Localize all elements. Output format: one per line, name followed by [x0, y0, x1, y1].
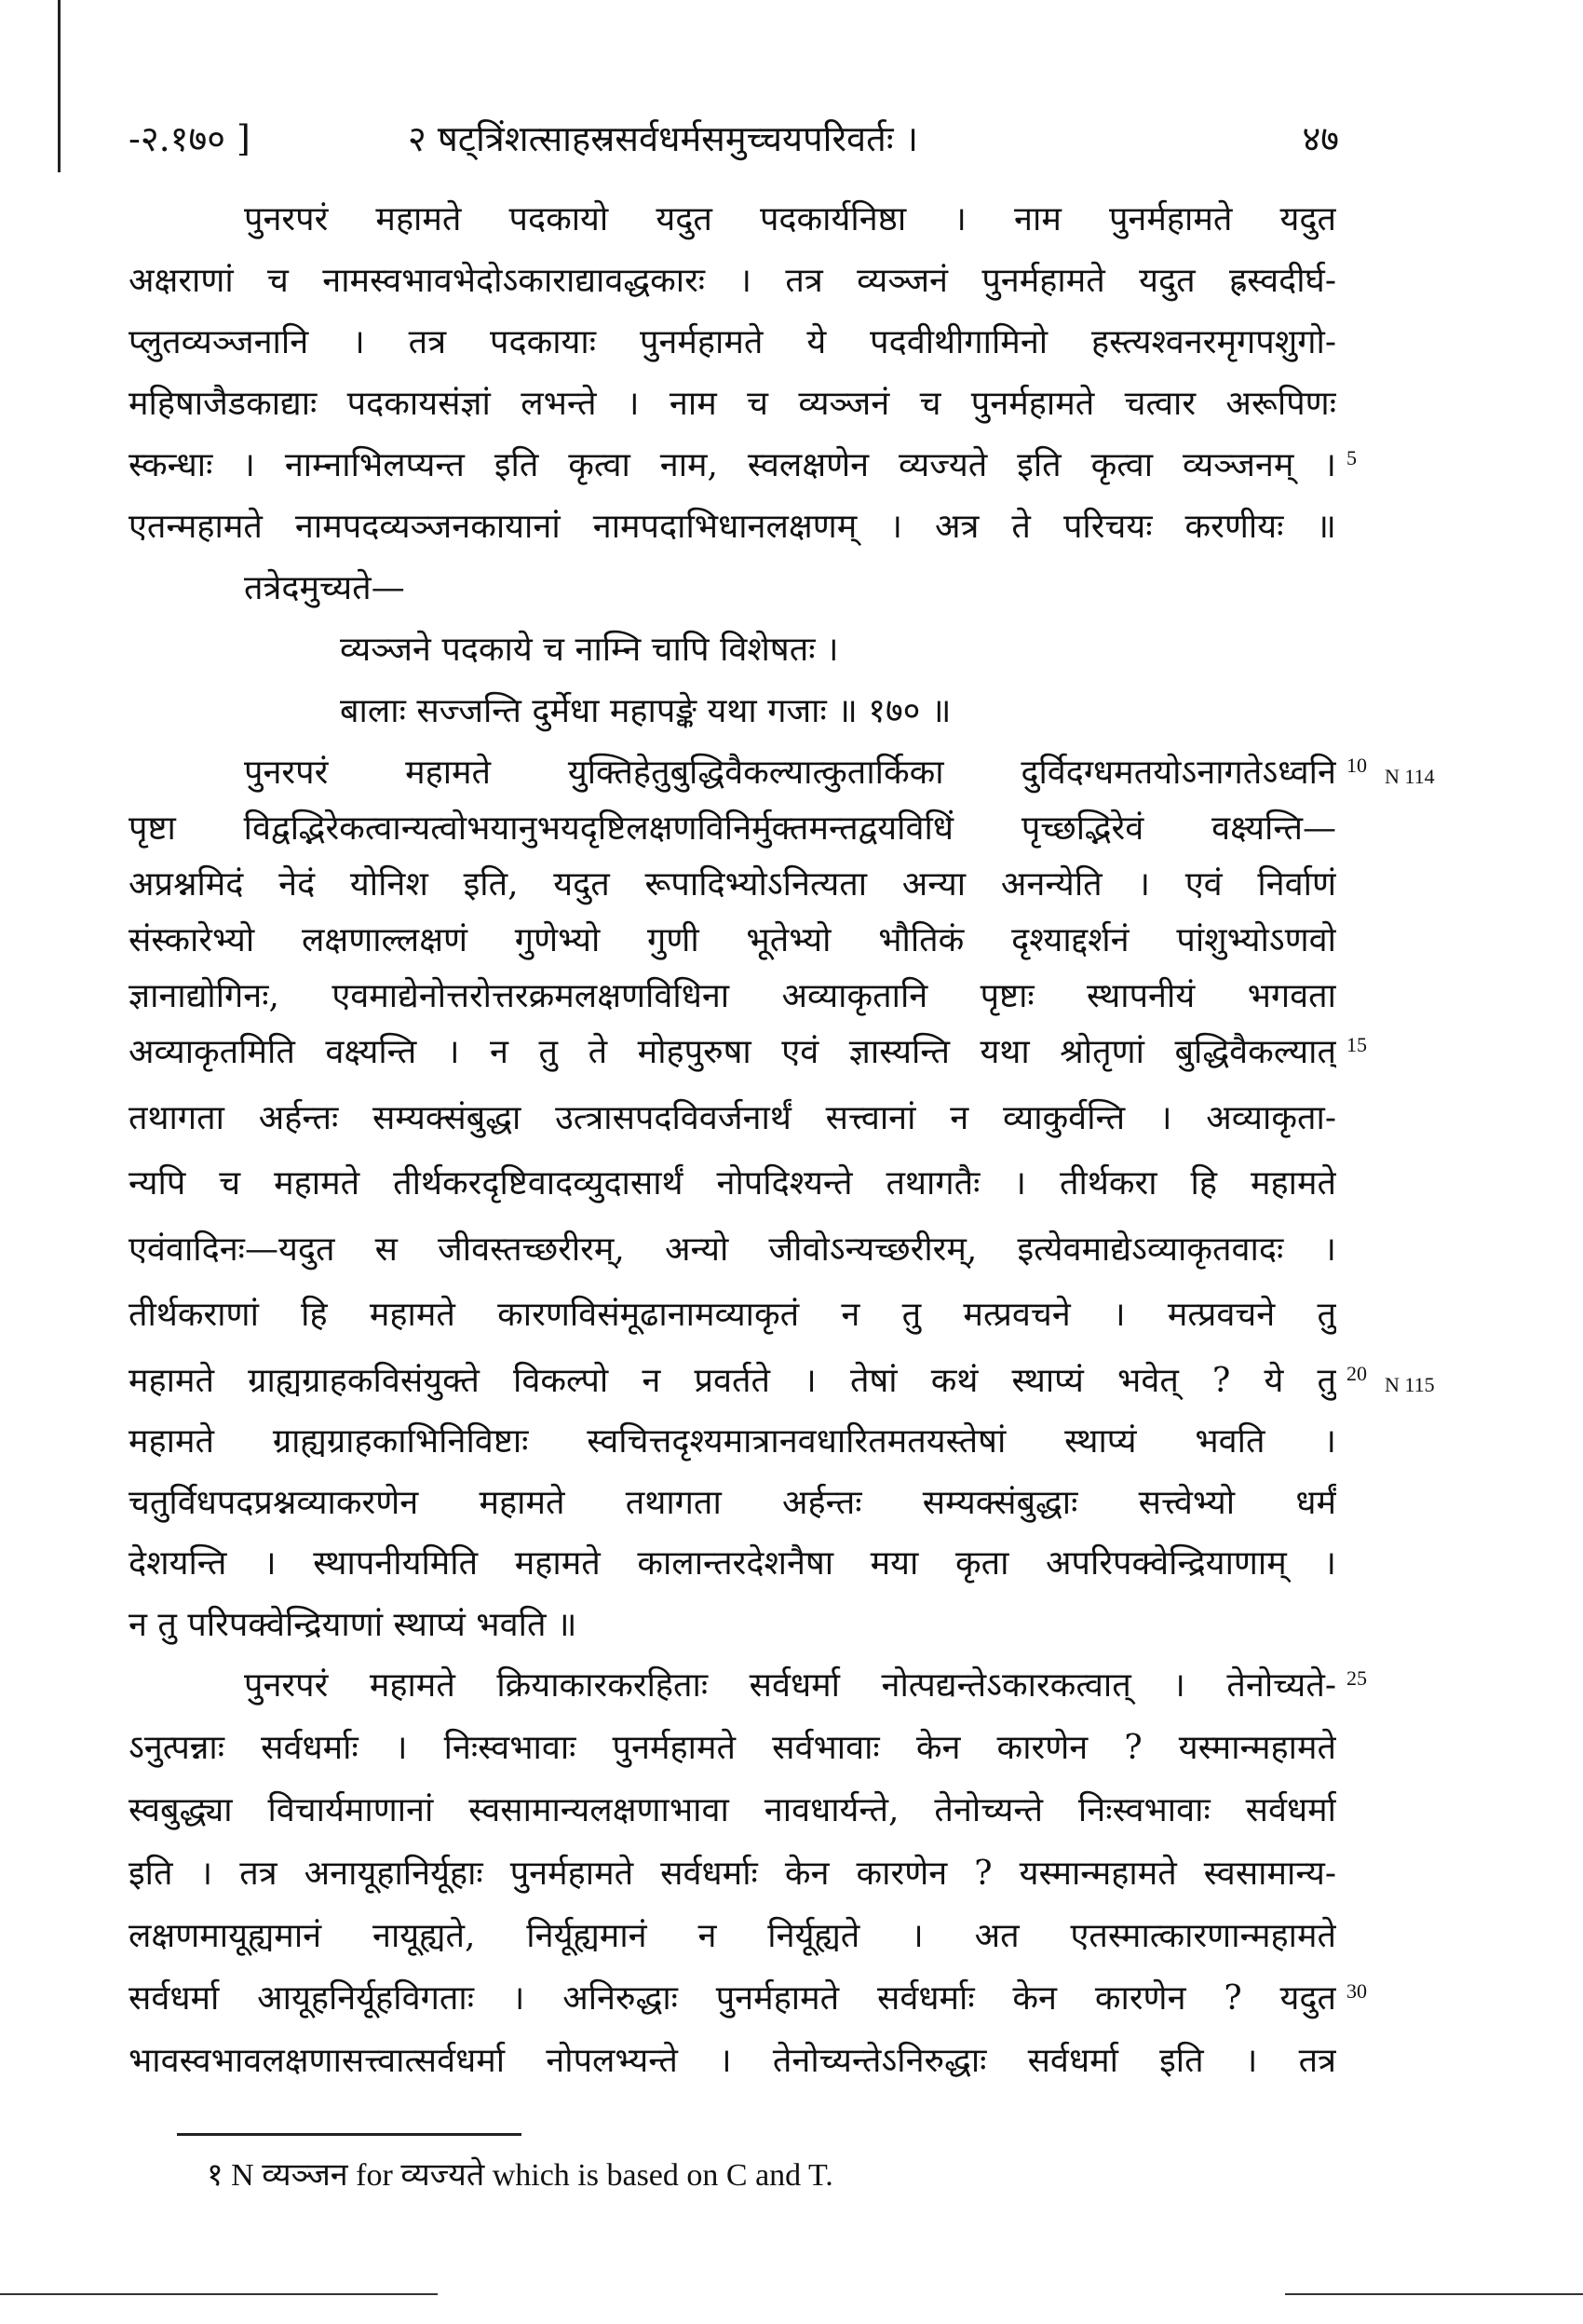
verse-line: व्यञ्जने पदकाये च नाम्नि चापि विशेषतः । — [340, 631, 839, 669]
text-line: स्वबुद्ध्या विचार्यमाणानां स्वसामान्यलक्षणाभावा नावधार्यन्ते, तेनोच्यन्ते निःस्वभावाः सर्वधर्मा — [129, 1791, 1336, 1829]
text-line: तथागता अर्हन्तः सम्यक्संबुद्धा उत्त्रासपदविवर्जनार्थं सत्त्वानां न व्याकुर्वन्ति । अव्याकृता- — [129, 1099, 1336, 1137]
page-number: ४७ — [1302, 118, 1339, 159]
text-line: सर्वधर्मा आयूहनिर्यूहविगताः । अनिरुद्धाः पुनर्महामते सर्वधर्माः केन कारणेन ? यदुत — [129, 1979, 1336, 2018]
line-number: 5 — [1346, 446, 1357, 469]
text-line: लक्षणमायूह्यमानं नायूह्यते, निर्यूह्यमानं न निर्यूह्यते । अत एतस्मात्कारणान्महामते — [129, 1917, 1336, 1955]
scan-edge-line — [58, 0, 61, 172]
text-line: तीर्थकराणां हि महामते कारणविसंमूढानामव्याकृतं न तु मत्प्रवचने । मत्प्रवचने तु — [129, 1296, 1336, 1334]
line-number: 20 — [1346, 1362, 1367, 1385]
text-line: तत्रेदमुच्यते— — [244, 569, 405, 607]
text-line: महामते ग्राह्यग्राहकविसंयुक्ते विकल्पो न प्रवर्तते । तेषां कथं स्थाप्यं भवेत् ? ये तु — [129, 1362, 1336, 1400]
manuscript-folio-marker: N 115 — [1385, 1373, 1435, 1396]
text-line: स्कन्धाः । नाम्नाभिलप्यन्त इति कृत्वा नाम, स्वलक्षणेन व्यज्यते इति कृत्वा व्यञ्जनम् । — [129, 446, 1336, 484]
text-line: संस्कारेभ्यो लक्षणाल्लक्षणं गुणेभ्यो गुणी भूतेभ्यो भौतिकं दृश्याद्दर्शनं पांशुभ्योऽणवो — [129, 921, 1336, 959]
footnote-rule — [177, 2133, 521, 2136]
text-line: न्यपि च महामते तीर्थकरदृष्टिवादव्युदासार्थं नोपदिश्यन्ते तथागतैः । तीर्थकरा हि महामते — [129, 1164, 1336, 1203]
text-line: इति । तत्र अनायूहानिर्यूहाः पुनर्महामते सर्वधर्माः केन कारणेन ? यस्मान्महामते स्वसामान्य- — [129, 1855, 1336, 1893]
text-line: पृष्टा विद्वद्भिरेकत्वान्यत्वोभयानुभयदृष्टिलक्षणविनिर्मुक्तमन्तद्वयविधिं पृच्छद्भिरेवं वक्ष्यन्ति— — [129, 809, 1336, 848]
text-line: महिषाजैडकाद्याः पदकायसंज्ञां लभन्ते । नाम च व्यञ्जनं च पुनर्महामते चत्वार अरूपिणः — [129, 385, 1336, 423]
scan-bottom-line — [0, 2293, 438, 2295]
text-line: अप्रश्नमिदं नेदं योनिश इति, यदुत रूपादिभ्योऽनित्यता अन्या अनन्येति । एवं निर्वाणं — [129, 865, 1336, 904]
text-line: चतुर्विधपदप्रश्नव्याकरणेन महामते तथागता अर्हन्तः सम्यक्संबुद्धाः सत्त्वेभ्यो धर्मं — [129, 1484, 1336, 1522]
header-section-ref: -२.१७० ] — [129, 118, 250, 159]
text-line: पुनरपरं महामते पदकायो यदुत पदकार्यनिष्ठा । नाम पुनर्महामते यदुत — [244, 200, 1336, 238]
text-line: न तु परिपक्वेन्द्रियाणां स्थाप्यं भवति ॥ — [129, 1606, 577, 1644]
text-line: अव्याकृतमिति वक्ष्यन्ति । न तु ते मोहपुरुषा एवं ज्ञास्यन्ति यथा श्रोतृणां बुद्धिवैकल्यात् — [129, 1033, 1336, 1071]
text-line: भावस्वभावलक्षणासत्त्वात्सर्वधर्मा नोपलभ्यन्ते । तेनोच्यन्तेऽनिरुद्धाः सर्वधर्मा इति । तत्र — [129, 2042, 1336, 2080]
text-line: पुनरपरं महामते युक्तिहेतुबुद्धिवैकल्यात्कुतार्किका दुर्विदग्धमतयोऽनागतेऽध्वनि — [244, 754, 1336, 792]
text-line: देशयन्ति । स्थापनीयमिति महामते कालान्तरदेशनैषा मया कृता अपरिपक्वेन्द्रियाणाम् । — [129, 1544, 1336, 1583]
text-line: पुनरपरं महामते क्रियाकारकरहिताः सर्वधर्मा नोत्पद्यन्तेऽकारकत्वात् । तेनोच्यते- — [244, 1666, 1336, 1705]
text-line: ऽनुत्पन्नाः सर्वधर्माः । निःस्वभावाः पुनर्महामते सर्वभावाः केन कारणेन ? यस्मान्महामते — [129, 1729, 1336, 1767]
header-chapter-title: २ षट्त्रिंशत्साहस्रसर्वधर्मसमुच्चयपरिवर्तः । — [408, 118, 918, 159]
text-line: एवंवादिनः—यदुत स जीवस्तच्छरीरम्, अन्यो जीवोऽन्यच्छरीरम्, इत्येवमाद्येऽव्याकृतवादः । — [129, 1230, 1336, 1269]
scan-bottom-line — [1285, 2293, 1583, 2295]
line-number: 30 — [1346, 1979, 1367, 2003]
line-number: 25 — [1346, 1666, 1367, 1690]
text-line: प्लुतव्यञ्जनानि । तत्र पदकायाः पुनर्महामते ये पदवीथीगामिनो हस्त्यश्वनरमृगपशुगो- — [129, 323, 1336, 361]
manuscript-folio-marker: N 114 — [1385, 765, 1435, 788]
line-number: 10 — [1346, 754, 1367, 777]
running-header — [129, 114, 1339, 166]
text-line: अक्षराणां च नामस्वभावभेदोऽकाराद्यावद्धकारः । तत्र व्यञ्जनं पुनर्महामते यदुत ह्रस्वदीर्घ- — [129, 262, 1336, 300]
text-line: महामते ग्राह्यग्राहकाभिनिविष्टाः स्वचित्तदृश्यमात्रानवधारितमतयस्तेषां स्थाप्यं भवति । — [129, 1422, 1336, 1461]
verse-line: बालाः सज्जन्ति दुर्मेधा महापङ्के यथा गजाः ॥ १७० ॥ — [340, 692, 952, 730]
line-number: 15 — [1346, 1033, 1367, 1056]
footnote: १ N व्यञ्जन for व्यज्यते which is based on C and T. — [207, 2158, 833, 2193]
text-line: ज्ञानाद्योगिनः, एवमाद्येनोत्तरोत्तरक्रमलक्षणविधिना अव्याकृतानि पृष्टाः स्थापनीयं भगवता — [129, 977, 1336, 1015]
text-line: एतन्महामते नामपदव्यञ्जनकायानां नामपदाभिधानलक्षणम् । अत्र ते परिचयः करणीयः ॥ — [129, 508, 1336, 546]
